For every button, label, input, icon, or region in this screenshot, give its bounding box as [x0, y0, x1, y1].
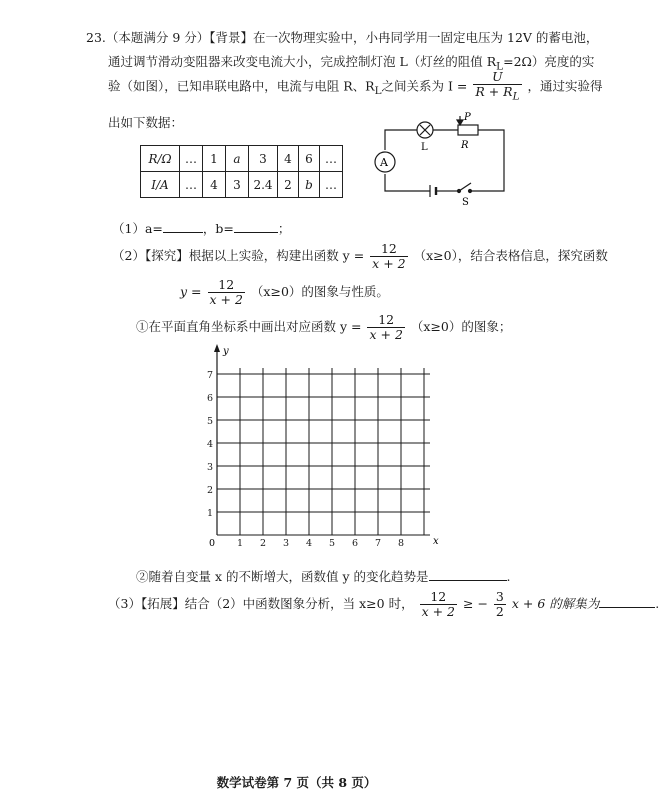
x-tick-label: 1: [237, 538, 244, 549]
x-tick-label: 5: [329, 538, 336, 549]
coordinate-grid: [195, 340, 445, 550]
svg-text:L: L: [421, 142, 428, 153]
y-axis-label: y: [223, 346, 229, 357]
origin-label: 0: [209, 538, 216, 549]
rheostat-icon: [458, 125, 478, 135]
svg-text:A: A: [380, 156, 388, 169]
table-row: I/A … 4 3 2.4 2 b …: [141, 172, 343, 198]
x-tick-label: 7: [375, 538, 382, 549]
part2-intro-line2: y = $\frac{12}{x + 2}$ （x≥0）的图象与性质。: [180, 277, 389, 307]
x-axis-label: x: [433, 536, 439, 547]
x-tick-label: 2: [260, 538, 267, 549]
x-tick-label: 4: [306, 538, 313, 549]
x-tick-label: 6: [352, 538, 359, 549]
y-tick-label: 1: [207, 508, 214, 519]
y-tick-label: 4: [207, 439, 214, 450]
part2-intro-line1: （2）【探究】根据以上实验，构建出函数 y = $\frac{12}{x + 2}$ （x≥0），结合表格信息，探究函数: [112, 241, 608, 271]
answer-blank-solution[interactable]: [599, 595, 655, 608]
question-intro-line2: 通过调节滑动变阻器来改变电流大小，完成控制灯泡 L（灯丝的阻值 $R_L=2\Omega$）亮度的实: [108, 54, 595, 73]
current-formula: $\frac{U}{R + R_L}$: [475, 69, 520, 103]
answer-blank-b[interactable]: [234, 220, 278, 233]
y-axis-arrow-icon: [214, 344, 220, 352]
question-intro-line1: 23.（本题满分 9 分）【背景】在一次物理实验中，小冉同学用一固定电压为 12V 的蓄电池，: [86, 30, 599, 45]
x-tick-label: 8: [398, 538, 405, 549]
svg-text:P: P: [464, 112, 471, 123]
part2-sub2: ②随着自变量 x 的不断增大，函数值 y 的变化趋势是 .: [136, 569, 511, 584]
page-footer: 数学试卷第 7 页（共 8 页）: [216, 775, 377, 790]
experiment-data-table: [140, 145, 343, 198]
answer-blank-a[interactable]: [163, 220, 203, 233]
part1-question: （1）a= ，b= ；: [112, 221, 291, 236]
svg-text:S: S: [462, 197, 469, 208]
part3-question: （3）【拓展】结合（2）中函数图象分析，当 x≥0 时， $\frac{12}{x + 2}$ ≥ − $\frac{3}{2}$ x + 6 的解集为 .: [108, 589, 659, 619]
part2-sub1: ①在平面直角坐标系中画出对应函数 y = $\frac{12}{x + 2}$ （x≥0）的图象；: [136, 312, 512, 342]
circuit-diagram: [370, 108, 515, 208]
y-tick-label: 6: [207, 393, 214, 404]
y-tick-label: 2: [207, 485, 214, 496]
grid-lines: [217, 368, 430, 535]
answer-blank-trend[interactable]: [429, 568, 507, 581]
svg-text:R: R: [461, 140, 469, 151]
y-tick-label: 7: [207, 370, 214, 381]
table-row: R/Ω … 1 a 3 4 6 …: [141, 146, 343, 172]
axes: [214, 344, 220, 535]
subscript-l: L: [496, 60, 504, 73]
y-tick-label: 3: [207, 462, 214, 473]
y-tick-label: 5: [207, 416, 214, 427]
question-intro-line4: 出如下数据：: [108, 115, 184, 130]
question-intro-line3: 验（如图），已知串联电路中，电流与电阻 R、$R_L$之间关系为 I = $\frac{U}{R + R_L}$ ，通过实验得: [108, 69, 603, 103]
x-tick-label: 3: [283, 538, 290, 549]
